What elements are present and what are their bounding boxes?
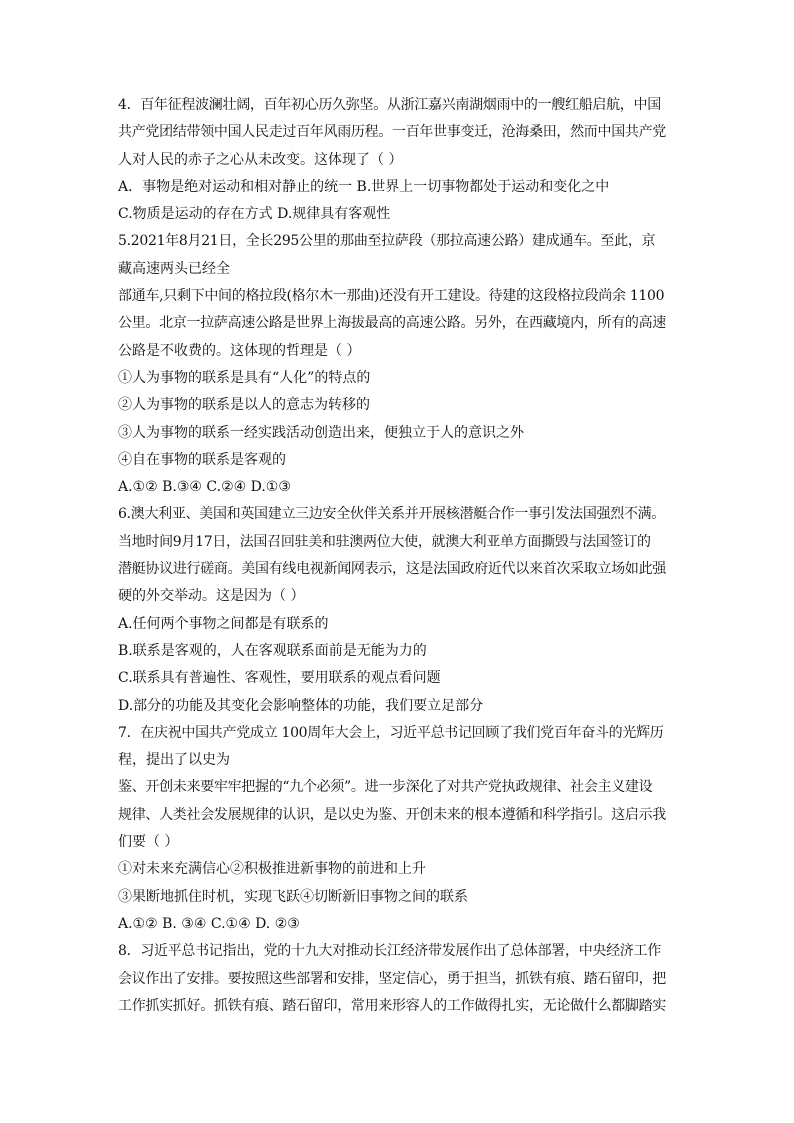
question-5-line-4: 公里。北京一拉萨高速公路是世界上海拔最高的高速公路。另外，在西藏境内，所有的高速 xyxy=(118,315,666,332)
question-8-line-1: 8．习近平总书记指出，党的十九大对推动长江经济带发展作出了总体部署，中央经济工作 xyxy=(118,943,661,960)
question-6-line-3: 潜艇协议进行磋商。美国有线电视新闻网表示，这是法国政府近代以来首次采取立场如此强 xyxy=(118,561,666,578)
question-4-line-2: 共产党团结带领中国人民走过百年风雨历程。一百年世事变迁，沧海桑田，然而中国共产党 xyxy=(118,124,666,141)
question-5-line-2: 藏高速两头已经全 xyxy=(118,260,230,277)
question-5-statement-2: ②人为事物的联系是以人的意志为转移的 xyxy=(118,397,370,414)
question-5-options: A.①② B.③④ C.②④ D.①③ xyxy=(118,479,291,496)
question-5-statement-4: ④自在事物的联系是客观的 xyxy=(118,451,286,468)
question-6-line-2: 当地时间9月17日，法国召回驻美和驻澳两位大使，就澳大利亚单方面撕毁与法国签订的 xyxy=(118,533,651,550)
question-7-line-5: 们要（ ） xyxy=(118,834,179,851)
question-7-line-1: 7．在庆祝中国共产党成立 100周年大会上，习近平总书记回顾了我们党百年奋斗的光辉历 xyxy=(118,724,664,741)
question-7 xyxy=(118,720,682,938)
question-5-statement-1: ①人为事物的联系是具有“人化”的特点的 xyxy=(118,369,371,386)
question-4-line-3: 人对人民的赤子之心从未改变。这体现了（ ） xyxy=(118,151,403,168)
question-8 xyxy=(118,938,682,1020)
question-6-line-4: 硬的外交举动。这是因为（ ） xyxy=(118,588,305,605)
question-8-line-2: 会议作出了安排。要按照这些部署和安排，坚定信心，勇于担当，抓铁有痕、踏石留印，把 xyxy=(118,970,666,987)
question-5-line-1: 5.2021年8月21日，全长295公里的那曲至拉萨段（那拉高速公路）建成通车。至此，京 xyxy=(118,233,656,250)
question-6-option-d: D.部分的功能及其变化会影响整体的功能，我们要立足部分 xyxy=(118,697,484,714)
question-7-statements-34: ③果断地抓住时机，实现飞跃④切断新旧事物之间的联系 xyxy=(118,888,468,905)
question-5-line-3: 部通车,只剩下中间的格拉段(格尔木一那曲)还没有开工建设。待建的这段格拉段尚余 1100 xyxy=(118,288,665,305)
question-5-statement-3: ③人为事物的联系一经实践活动创造出来，便独立于人的意识之外 xyxy=(118,424,524,441)
question-4 xyxy=(118,92,682,228)
question-7-line-4: 规律、人类社会发展规律的认识，是以史为鉴、开创未来的根本遵循和科学指引。这启示我 xyxy=(118,806,666,823)
question-6-option-c: C.联系具有普遍性、客观性，要用联系的观点看问题 xyxy=(118,670,441,687)
question-7-line-3: 鉴、开创未来要牢牢把握的“九个必须”。进一步深化了对共产党执政规律、社会主义建设 xyxy=(118,779,653,796)
question-7-options: A.①② B. ③④ C.①④ D. ②③ xyxy=(118,915,300,932)
question-7-statements-12: ①对未来充满信心②积极推进新事物的前进和上升 xyxy=(118,861,426,878)
question-4-options-ab: A．事物是绝对运动和相对静止的统一 B.世界上一切事物都处于运动和变化之中 xyxy=(118,178,610,195)
question-6-line-1: 6.澳大利亚、美国和英国建立三边安全伙伴关系并开展核潜艇合作一事引发法国强烈不满。 xyxy=(118,506,666,523)
question-6-option-a: A.任何两个事物之间都是有联系的 xyxy=(118,615,329,632)
question-list xyxy=(118,92,682,1020)
question-6-option-b: B.联系是客观的，人在客观联系面前是无能为力的 xyxy=(118,642,427,659)
question-5-line-5: 公路是不收费的。这体现的哲理是（ ） xyxy=(118,342,361,359)
question-4-options-cd: C.物质是运动的存在方式 D.规律具有客观性 xyxy=(118,206,391,223)
question-6 xyxy=(118,501,682,719)
question-7-line-2: 程，提出了以史为 xyxy=(118,752,230,769)
question-5 xyxy=(118,228,682,501)
question-4-line-1: 4．百年征程波澜壮阔，百年初心历久弥坚。从浙江嘉兴南湖烟雨中的一艘红船启航，中国 xyxy=(118,97,661,113)
question-8-line-3: 工作抓实抓好。抓铁有痕、踏石留印，常用来形容人的工作做得扎实，无论做什么都脚踏实 xyxy=(118,997,666,1014)
